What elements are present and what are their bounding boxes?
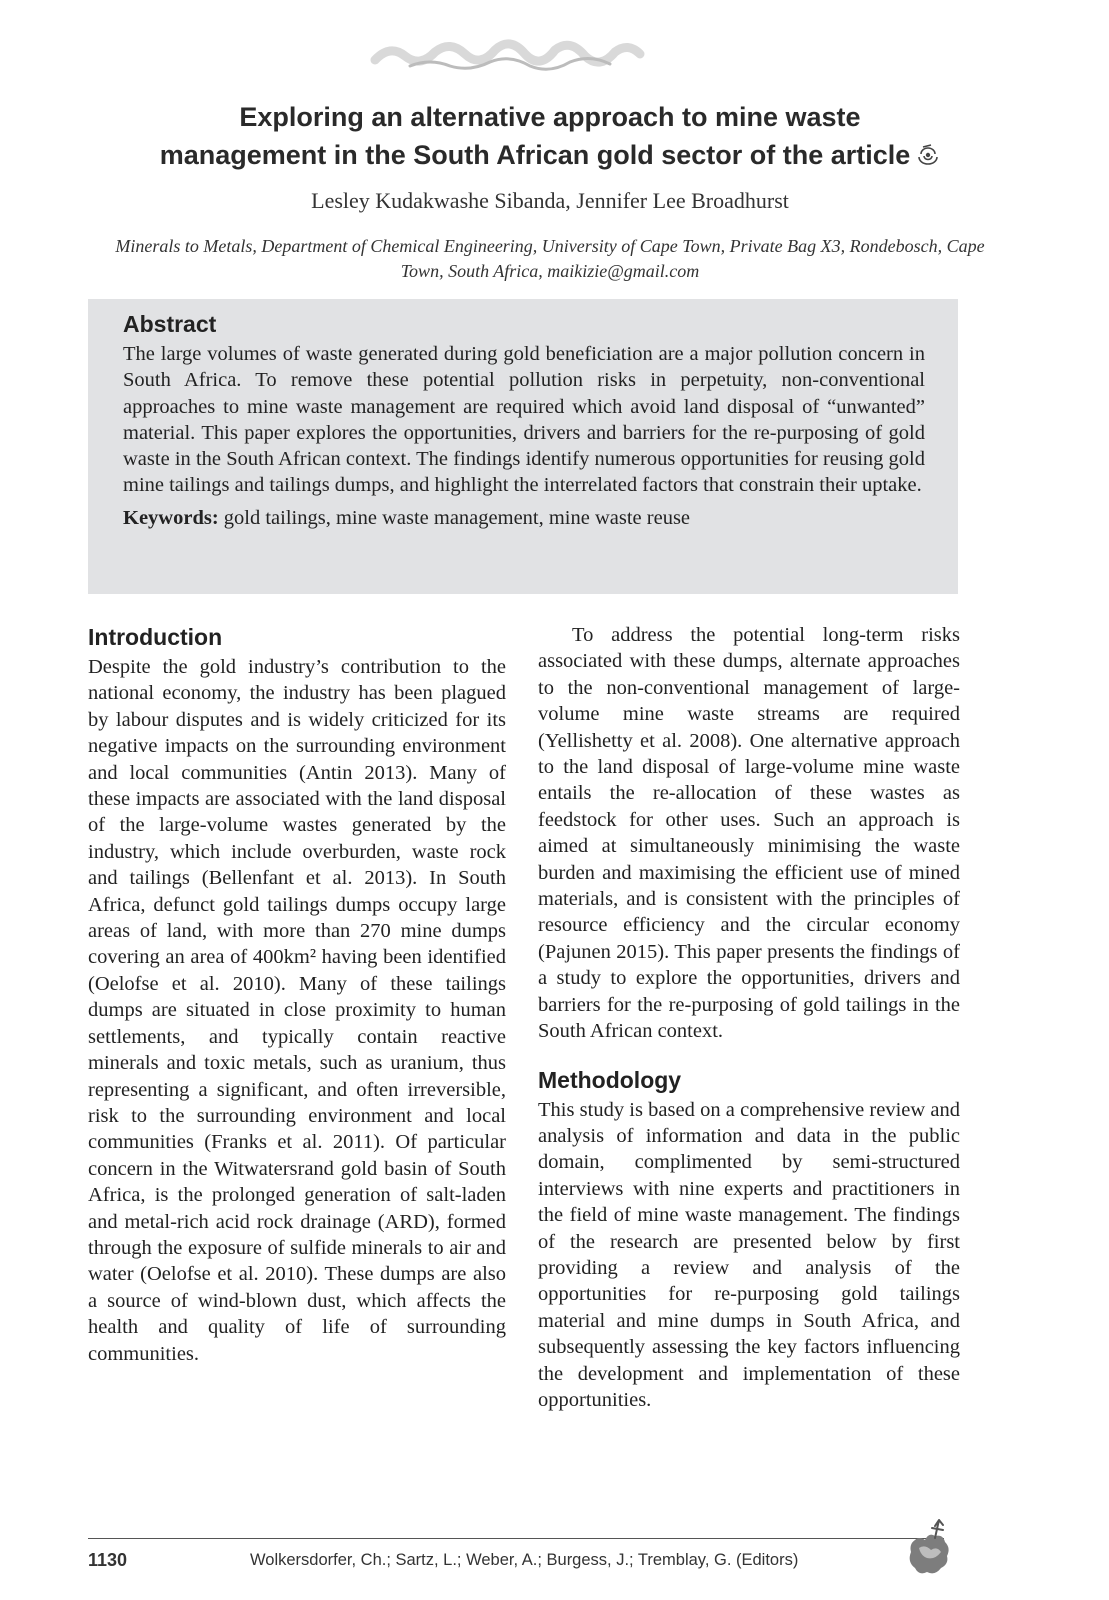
keywords: [123, 505, 925, 531]
title-line-1: Exploring an alternative approach to mine waste: [239, 102, 861, 132]
keywords-label: Keywords:: [123, 506, 219, 529]
introduction-heading: Introduction: [88, 624, 223, 650]
footer-divider: [88, 1538, 944, 1539]
paper-title: [100, 98, 1000, 174]
abstract-heading: Abstract: [123, 311, 217, 337]
author-affiliation: Minerals to Metals, Department of Chemical Engineering, University of Cape Town, Private Bag X3, Rondebosch, Cape Town, South Africa, maikizie@gmail.com: [115, 236, 985, 281]
introduction-text: Despite the gold industry’s contribution to the national economy, the industry has been plagued by labour disputes and is widely criticized for its negative impacts on the surrounding environment and local communities (Antin 2013). Many of these impacts are associated with the land disposal of the large-volume wastes generated by the industry, which include overburden, waste rock and tailings (Bellenfant et al. 2013). In South Africa, defunct gold tailings dumps occupy large areas of land, with more than 270 mine dumps covering an area of 400km² having been identified (Oelofse et al. 2010). Many of these tailings dumps are situated in close proximity to human settlements, and typically contain reactive minerals and toxic metals, such as uranium, thus representing a significant, and often irreversible, risk to the surrounding environment and local communities (Franks et al. 2011). Of particular concern in the Witwatersrand gold basin of South Africa, is the prolonged generation of salt-laden and metal-rich acid rock drainage (ARD), formed through the exposure of sulfide minerals to air and water (Oelofse et al. 2010). These dumps are also a source of wind-blown dust, which affects the health and quality of life of surrounding communities.: [88, 656, 506, 1365]
abstract-box: [88, 299, 958, 594]
abstract-text: The large volumes of waste generated during gold beneficiation are a major pollution concern in South Africa. To remove these potential pollution risks in perpetuity, non-conventional approaches to mine waste management are required which avoid land disposal of “unwanted” material. This paper explores the opportunities, drivers and barriers for the re-purposing of gold waste in the South African context. The findings identify numerous opportunities for reusing gold mine tailings and tailings dumps, and highlight the interrelated factors that constrain their uptake.: [123, 343, 925, 497]
abstract-content: [123, 309, 925, 531]
title-line-2: [100, 136, 1000, 174]
right-column: [538, 622, 960, 1413]
left-column: [88, 622, 506, 1367]
paper-authors: Lesley Kudakwashe Sibanda, Jennifer Lee Broadhurst: [311, 188, 789, 213]
page-number: 1130: [88, 1550, 128, 1570]
page-footer: [88, 1548, 958, 1578]
methodology-heading: Methodology: [538, 1066, 682, 1093]
footer-editors: Wolkersdorfer, Ch.; Sartz, L.; Weber, A.; Burgess, J.; Tremblay, G. (Editors): [250, 1551, 799, 1569]
introduction-continued-text: To address the potential long-term risks associated with these dumps, alternate approaches to the non-conventional management of large-volume mine waste streams are required (Yellishetty et al. 2008). One alternative approach to the land disposal of large-volume mine waste entails the re-allocation of these wastes as feedstock for other uses. Such an approach is aimed at simultaneously minimising the waste burden and maximising the efficient use of mined materials, and is consistent with the principles of resource efficiency and the circular economy (Pajunen 2015). This paper presents the findings of a study to explore the opportunities, drivers and barriers for the re-purposing of gold tailings in the South African context.: [538, 624, 960, 1043]
open-access-icon[interactable]: [916, 142, 940, 166]
title-line-2-text: management in the South African gold sector of the article: [159, 140, 911, 170]
wave-ornament-icon: [370, 36, 660, 76]
keywords-list: gold tailings, mine waste management, mine waste reuse: [223, 506, 691, 529]
conference-logo-icon: [905, 1518, 953, 1580]
methodology-text: This study is based on a comprehensive review and analysis of information and data in the public domain, complimented by semi-structured interviews with nine experts and practitioners in the field of mine waste management. The findings of the research are presented below by first providing a review and analysis of the opportunities for re-purposing gold tailings material and mine dumps in South Africa, and subsequently assessing the key factors influencing the development and implementation of these opportunities.: [538, 1098, 960, 1411]
